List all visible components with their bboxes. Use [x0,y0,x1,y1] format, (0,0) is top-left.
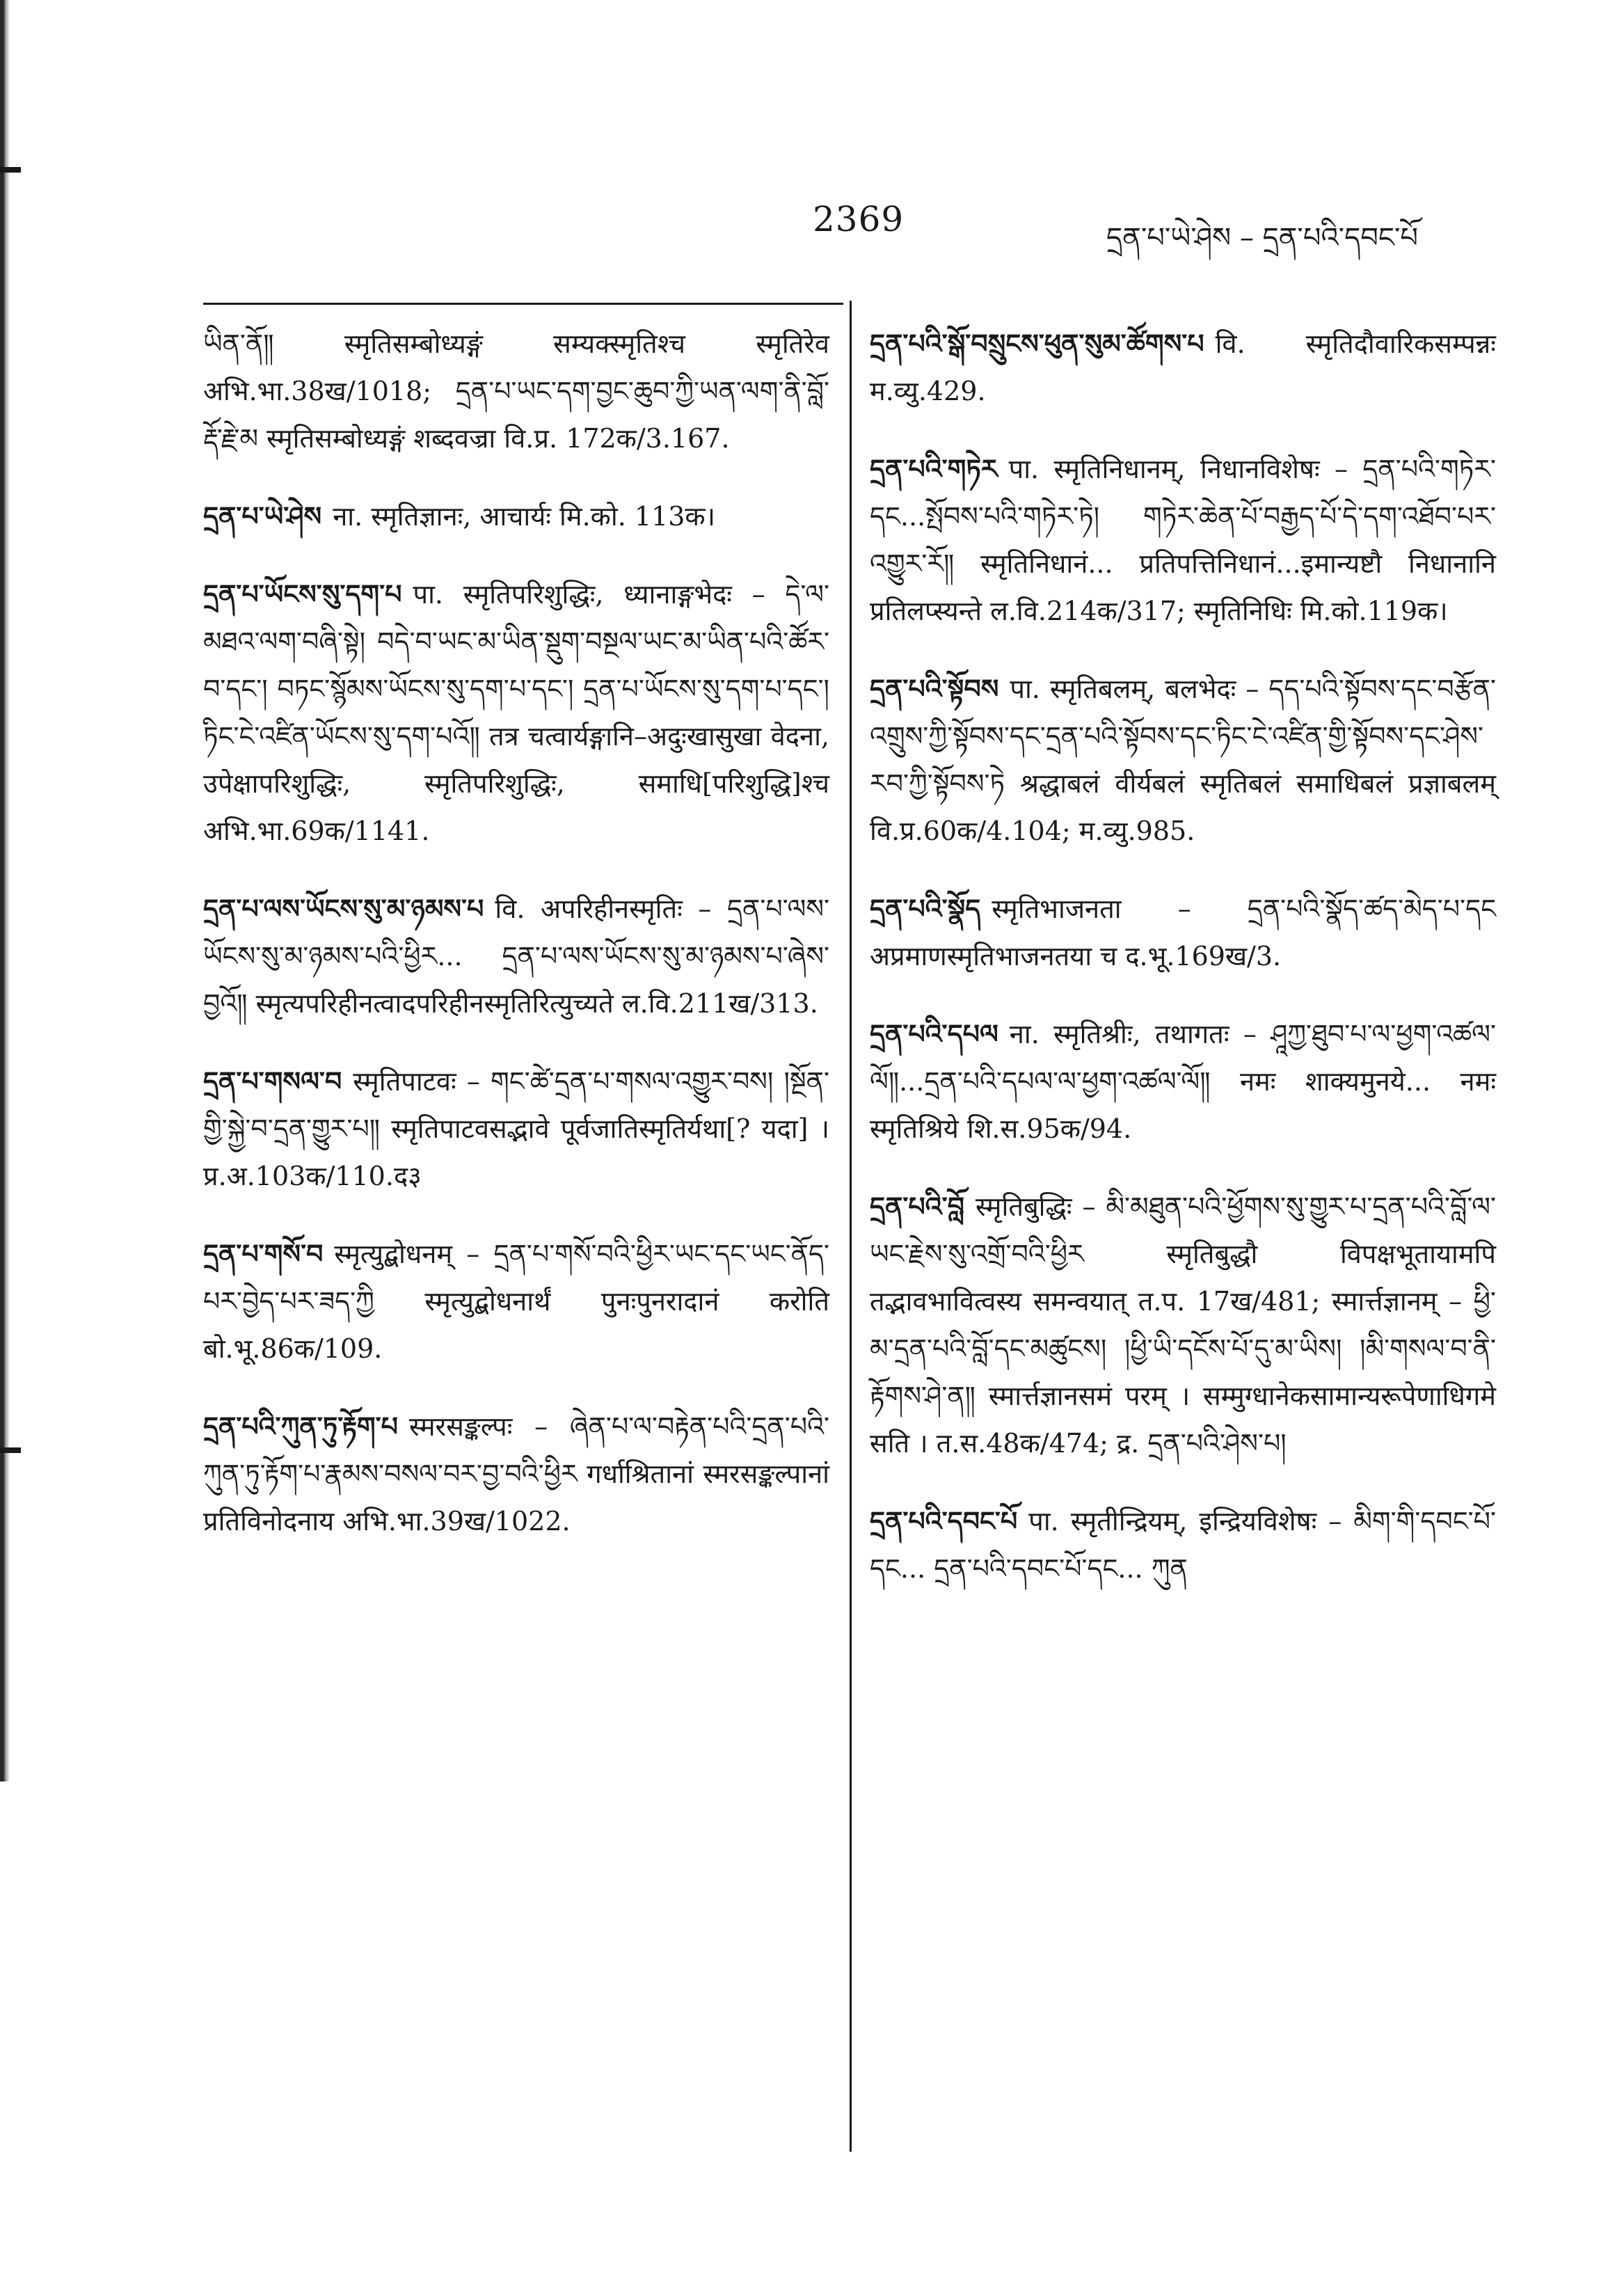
entry-headword: དྲན་པ་གསལ་བ [203,1065,342,1097]
entry-headword: དྲན་པ་ལས་ཡོངས་སུ་མ་ཉམས་པ [203,893,484,924]
continuation-text: ཡིན་ནོ༎ स्मृतिसम्बोध्यङ्गं सम्यक्स्मृतिश्च स्मृतिरेव अभि.भा.38ख/1018; དྲན་པ་ཡང་དག་བྱང་ཆུབ་ཀྱི་ཡན་ལག་ནི་བློ་རྡོ་རྗེ་མ स्मृतिसम्बोध्यङ्गं शब्दवज्रा वि.प्र. 172क/3.167. [203,328,829,454]
entry-body: पा. स्मृतिबलम्, बलभेदः – དད་པའི་སྟོབས་དང་བརྩོན་འགྲུས་ཀྱི་སྟོབས་དང་དྲན་པའི་སྟོབས་དང་ཏིང་ངེ་འཛིན་གྱི་སྟོབས་དང་ཤེས་རབ་ཀྱི་སྟོབས་ཏེ श्रद्धाबलं वीर्यबलं स्मृतिबलं समाधिबलं प्रज्ञाबलम् वि.प्र.60क/4.104; म.व्यु.985. [870,674,1496,846]
entry-body: स्मृतिबुद्धिः – མི་མཐུན་པའི་ཕྱོགས་སུ་གྱུར་པ་དྲན་པའི་བློ་ལ་ཡང་རྗེས་སུ་འགྲོ་བའི་ཕྱིར स्मृतिबुद्धौ विपक्षभूतायामपि तद्भावभावित्वस्य समन्वयात् त.प. 17ख/481; स्मार्त्तज्ञानम् – ཕྱི་མ་དྲན་པའི་བློ་དང་མཚུངས། །ཕྱི་ཡི་དངོས་པོ་དུ་མ་ཡིས། །མི་གསལ་བ་ནི་རྟོགས་ཤེ་ན༎ स्मार्त्तज्ञानसमं परम् । सम्मुग्धानेकसामान्यरूपेणाधिगमे सति । त.स.48क/474; द्र. དྲན་པའི་ཤེས་པ། [870,1191,1496,1459]
left-column [203,320,829,1575]
entry-headword: དྲན་པའི་སྣོད [870,893,981,924]
entry-headword: དྲན་པའི་སྟོབས [870,673,999,704]
dictionary-entry [870,1010,1496,1152]
scan-mark [0,167,21,173]
dictionary-entry [203,1230,829,1372]
right-column [870,320,1496,1623]
dictionary-entry [870,1183,1496,1467]
entry-body: स्मृत्युद्बोधनम् – དྲན་པ་གསོ་བའི་ཕྱིར་ཡང་དང་ཡང་ནོད་པར་བྱེད་པར་ཟད་ཀྱི स्मृत्युद्बोधनार्थं पुनःपुनरादानं करोति बो.भू.86क/109. [203,1239,829,1364]
dictionary-entry [870,1498,1496,1592]
page-number: 2369 [813,199,905,239]
entry-body: स्मृतिपाटवः – གང་ཚེ་དྲན་པ་གསལ་འགྱུར་བས། །སྔོན་གྱི་སྐྱེ་བ་དྲན་གྱུར་པ༎ स्मृतिपाटवसद्भावे पूर्वजातिस्मृतिर्यथा[? यदा] । प्र.अ.103क/110.द३ [203,1066,829,1191]
entry-body: वि. स्मृतिदौवारिकसम्पन्नः म.व्यु.429. [870,328,1496,406]
entry-headword: དྲན་པ་ཡོངས་སུ་དག་པ [203,578,402,610]
entry-headword: དྲན་པ་ཡེ་ཤེས [203,500,322,532]
entry-headword: དྲན་པའི་དབང་པོ [870,1505,1018,1537]
dictionary-entry [870,665,1496,855]
entry-headword: དྲན་པའི་བློ [870,1191,964,1222]
entry-body: वि. अपरिहीनस्मृतिः – དྲན་པ་ལས་ཡོངས་སུ་མ་ཉམས་པའི་ཕྱིར... དྲན་པ་ལས་ཡོངས་སུ་མ་ཉམས་པ་ཞེས་བྱའོ༎ स्मृत्यपरिहीनत्वादपरिहीनस्मृतिरित्युच्यते ल.वि.211ख/313. [203,894,829,1019]
entry-body: ना. स्मृतिश्रीः, तथागतः – ཤཱཀྱ་ཐུབ་པ་ལ་ཕྱག་འཚལ་ལོ༎...དྲན་པའི་དཔལ་ལ་ཕྱག་འཚལ་ལོ༎ नमः शाक्यमुनये... नमः स्मृतिश्रिये शि.स.95क/94. [870,1019,1496,1144]
scan-edge [0,0,10,1781]
dictionary-entry [870,445,1496,635]
dictionary-entry [870,320,1496,415]
entry-headword: དྲན་པའི་གཏེར [870,453,998,484]
entry-body: ना. स्मृतिज्ञानः, आचार्यः मि.को. 113क। [333,501,715,532]
dictionary-entry [203,1403,829,1545]
column-divider [850,301,852,2152]
entry-body: पा. स्मृतिनिधानम्, निधानविशेषः – དྲན་པའི་གཏེར་དང...སྤོབས་པའི་གཏེར་ཏེ། གཏེར་ཆེན་པོ་བརྒྱད་པོ་དེ་དག་འཐོབ་པར་འགྱུར་རོ༎ स्मृतिनिधानं... प्रतिपत्तिनिधानं...इमान्यष्टौ निधानानि प्रतिलप्स्यन्ते ल.वि.214क/317; स्मृतिनिधिः मि.को.119क। [870,454,1496,626]
dictionary-entry [870,885,1496,980]
header-rule [203,303,843,305]
scan-mark [0,1447,21,1453]
entry-headword: དྲན་པའི་སྒོ་བསྲུངས་ཕུན་སུམ་ཚོགས་པ [870,328,1204,359]
entry-body: पा. स्मृतिपरिशुद्धिः, ध्यानाङ्गभेदः – དེ་ལ་མཐའ་ལག་བཞི་སྟེ། བདེ་བ་ཡང་མ་ཡིན་སྡུག་བསྔལ་ཡང་མ་ཡིན་པའི་ཚོར་བ་དང་། བཏང་སྙོམས་ཡོངས་སུ་དག་པ་དང་། དྲན་པ་ཡོངས་སུ་དག་པ་དང་། ཏིང་ངེ་འཛིན་ཡོངས་སུ་དག་པའོ༎ तत्र चत्वार्यङ्गानि–अदुःखासुखा वेदना, उपेक्षापरिशुद्धिः, स्मृतिपरिशुद्धिः, समाधि[परिशुद्धि]श्च अभि.भा.69क/1141. [203,579,829,846]
entry-headword: དྲན་པའི་དཔལ [870,1018,998,1049]
entry-body: स्मरसङ्कल्पः – ཞེན་པ་ལ་བརྟེན་པའི་དྲན་པའི་ཀུན་ཏུ་རྟོག་པ་རྣམས་བསལ་བར་བྱ་བའི་ཕྱིར गर्धाश्रितानां स्मरसङ्कल्पानां प्रतिविनोदनाय अभि.भा.39ख/1022. [203,1411,829,1537]
entry-headword: དྲན་པ་གསོ་བ [203,1238,324,1269]
dictionary-entry [203,493,829,540]
running-head: དྲན་པ་ཡེ་ཤེས – དྲན་པའི་དབང་པོ [1106,222,1418,254]
dictionary-entry [203,885,829,1027]
dictionary-entry [203,571,829,855]
dictionary-entry [203,1058,829,1200]
entry-body: स्मृतिभाजनता – དྲན་པའི་སྣོད་ཚད་མེད་པ་དང अप्रमाणस्मृतिभाजनतया च द.भू.169ख/3. [870,894,1496,971]
entry-headword: དྲན་པའི་ཀུན་ཏུ་རྟོག་པ [203,1411,399,1442]
entry-body: पा. स्मृतीन्द्रियम्, इन्द्रियविशेषः – མིག་གི་དབང་པོ་དང... དྲན་པའི་དབང་པོ་དང... ཀུན [870,1506,1496,1584]
